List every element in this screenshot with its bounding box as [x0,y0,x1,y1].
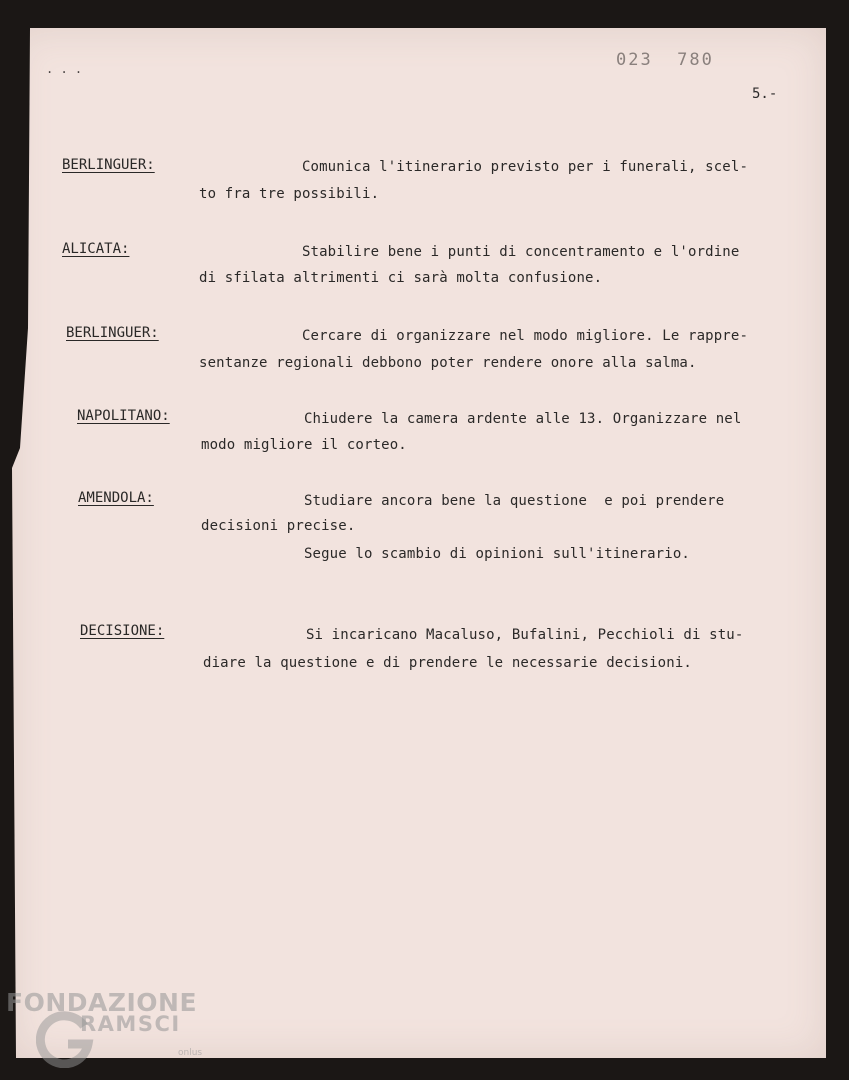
entry-text-line: Studiare ancora bene la questione e poi prendere [201,493,725,509]
document-number-stamp: 023 780 [616,50,714,70]
logo-onlus: onlus [178,1048,203,1058]
entry-text-line: sentanze regionali debbono poter rendere onore alla salma. [199,355,697,371]
entry-text-line: decisioni precise. [201,518,356,534]
speaker-label: BERLINGUER: [66,325,159,341]
entry-text-line: Chiudere la camera ardente alle 13. Organizzare nel [201,411,742,427]
document-page [12,28,826,1058]
fondazione-gramsci-logo [6,988,226,1068]
speaker-label: AMENDOLA: [78,490,154,506]
entry-text-line: Segue lo scambio di opinioni sull'itinerario. [201,546,690,562]
entry-text-line: Comunica l'itinerario previsto per i funerali, scel- [199,159,749,175]
entry-text-line: modo migliore il corteo. [201,437,407,453]
entry-text-line: Si incaricano Macaluso, Bufalini, Pecchioli di stu- [203,627,744,643]
entry-text-line: diare la questione e di prendere le necessarie decisioni. [203,655,692,671]
entry-text-line: Stabilire bene i punti di concentramento e l'ordine [199,244,740,260]
speaker-label: DECISIONE: [80,623,165,639]
entry-text-line: to fra tre possibili. [199,186,380,202]
speaker-label: NAPOLITANO: [77,408,170,424]
speaker-label: ALICATA: [62,241,130,257]
logo-subtitle: RAMSCI [80,1012,181,1036]
entry-text-line: di sfilata altrimenti ci sarà molta confusione. [199,270,603,286]
speaker-label: BERLINGUER: [62,157,155,173]
page-number: 5.- [752,86,778,102]
logo-title: FONDAZIONE [6,988,198,1017]
page-marks: . . . [46,62,83,76]
entry-text-line: Cercare di organizzare nel modo migliore. Le rappre- [199,328,749,344]
